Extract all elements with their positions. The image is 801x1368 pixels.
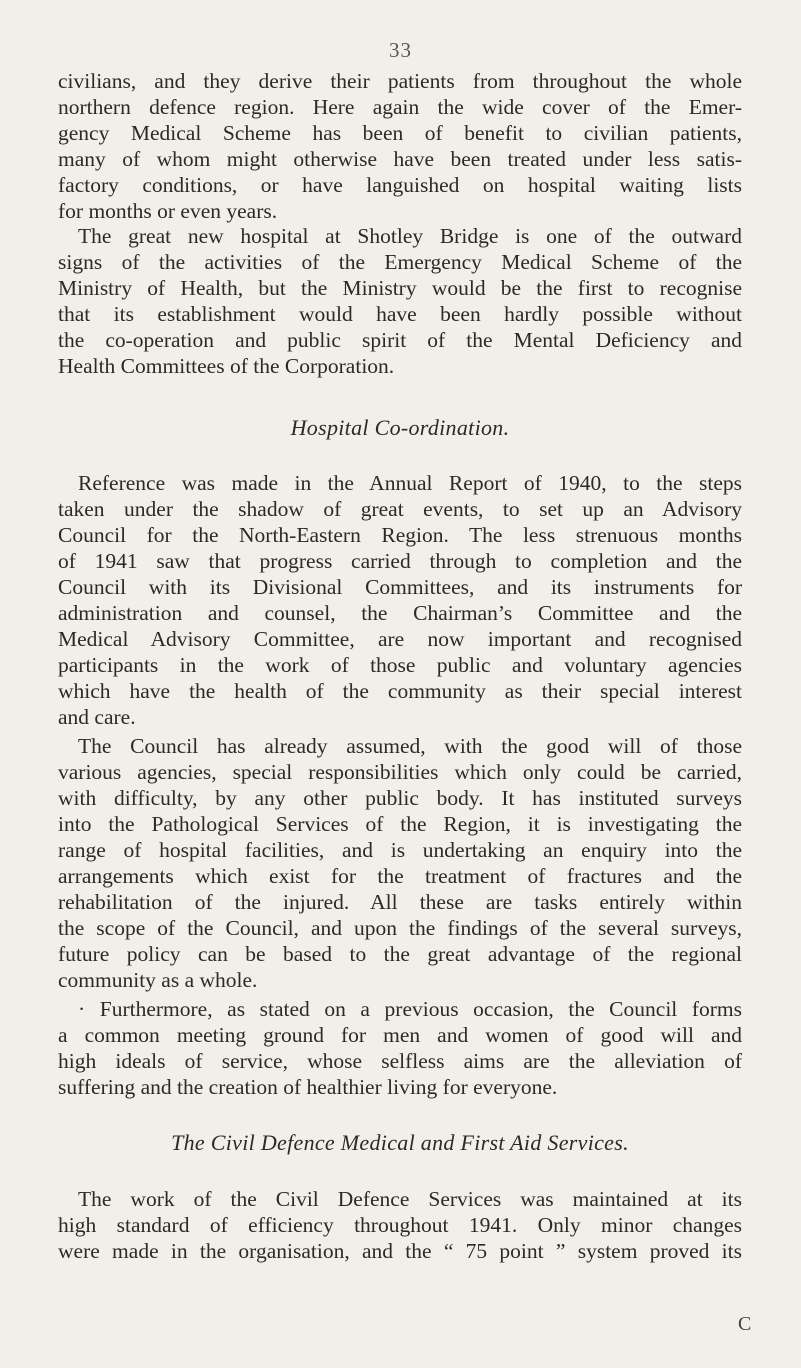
text-line: The great new hospital at Shotley Bridge is one of the outward: [78, 224, 742, 248]
text-line: Ministry of Health, but the Ministry would be the first to recognise: [58, 276, 742, 300]
text-line: The Council has already assumed, with the good will of those: [78, 734, 742, 758]
text-line: rehabilitation of the injured. All these are tasks entirely within: [58, 890, 742, 914]
text-line: taken under the shadow of great events, to set up an Advisory: [58, 497, 742, 521]
paragraph: [58, 733, 742, 993]
text-line: community as a whole.: [58, 968, 258, 992]
text-line: of 1941 saw that progress carried through to completion and the: [58, 549, 742, 573]
paragraph: [58, 1186, 742, 1264]
text-line: The work of the Civil Defence Services was maintained at its: [78, 1187, 742, 1211]
text-line: range of hospital facilities, and is undertaking an enquiry into the: [58, 838, 742, 862]
text-line: participants in the work of those public and voluntary agencies: [58, 653, 742, 677]
text-line: Council with its Divisional Committees, and its instruments for: [58, 575, 742, 599]
text-line: that its establishment would have been hardly possible without: [58, 302, 742, 326]
text-line: factory conditions, or have languished on hospital waiting lists: [58, 173, 742, 197]
text-line: Health Committees of the Corporation.: [58, 354, 395, 378]
text-line: future policy can be based to the great advantage of the regional: [58, 942, 742, 966]
text-line: signs of the activities of the Emergency Medical Scheme of the: [58, 250, 742, 274]
text-line: civilians, and they derive their patients from throughout the whole: [58, 69, 742, 93]
text-line: with difficulty, by any other public body. It has instituted surveys: [58, 786, 742, 810]
text-line: arrangements which exist for the treatment of fractures and the: [58, 864, 742, 888]
text-line: high ideals of service, whose selfless aims are the alleviation of: [58, 1049, 742, 1073]
section-heading: Hospital Co-ordination.: [290, 415, 510, 440]
text-line: administration and counsel, the Chairman’s Committee and the: [58, 601, 742, 625]
text-line: which have the health of the community as their special interest: [58, 679, 742, 703]
signature-mark: C: [738, 1313, 752, 1335]
text-line: gency Medical Scheme has been of benefit to civilian patients,: [58, 121, 742, 145]
paragraph: [58, 223, 742, 379]
text-line: a common meeting ground for men and women of good will and: [58, 1023, 742, 1047]
text-line: the co-operation and public spirit of the Mental Deficiency and: [58, 328, 742, 352]
text-line: Reference was made in the Annual Report of 1940, to the steps: [78, 471, 742, 495]
text-line: for months or even years.: [58, 199, 278, 223]
text-line: · Furthermore, as stated on a previous occasion, the Council forms: [78, 997, 742, 1021]
text-line: were made in the organisation, and the “ 75 point ” system proved its: [58, 1239, 742, 1263]
text-line: and care.: [58, 705, 136, 729]
paragraph: [58, 470, 742, 730]
text-line: Council for the North-Eastern Region. The less strenuous months: [58, 523, 742, 547]
text-line: high standard of efficiency throughout 1941. Only minor changes: [58, 1213, 742, 1237]
text-line: various agencies, special responsibilities which only could be carried,: [58, 760, 742, 784]
text-line: into the Pathological Services of the Region, it is investigating the: [58, 812, 742, 836]
paragraph: [58, 68, 742, 224]
paragraph: [58, 996, 742, 1100]
section-heading: The Civil Defence Medical and First Aid Services.: [171, 1130, 629, 1155]
page-number: 33: [389, 38, 412, 62]
text-line: suffering and the creation of healthier living for everyone.: [58, 1075, 558, 1099]
text-line: northern defence region. Here again the wide cover of the Emer-: [58, 95, 742, 119]
text-line: the scope of the Council, and upon the findings of the several surveys,: [58, 916, 742, 940]
text-line: many of whom might otherwise have been treated under less satis-: [58, 147, 742, 171]
text-line: Medical Advisory Committee, are now important and recognised: [58, 627, 742, 651]
